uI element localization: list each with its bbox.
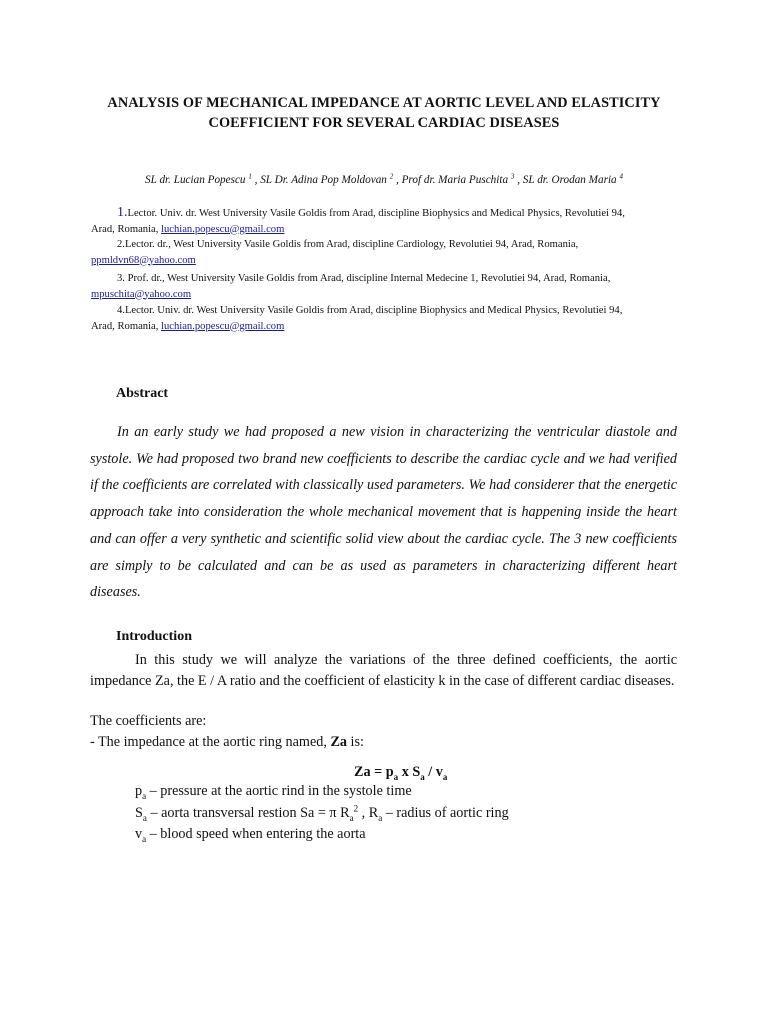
- author-2: SL Dr. Adina Pop Moldovan: [260, 174, 387, 186]
- def-text: , R: [358, 805, 379, 821]
- affiliation-text: Lector. Univ. dr. West University Vasile Goldis from Arad, discipline Biophysics and Medical Physics, Revolutiei 94,: [124, 305, 623, 316]
- email-link[interactable]: mpuschita@yahoo.com: [91, 288, 192, 300]
- author-sep: ,: [514, 174, 523, 186]
- def-symbol: p: [135, 783, 143, 799]
- formula-part: x S: [398, 764, 421, 780]
- def-sub: a: [378, 812, 383, 823]
- def-sub: a: [142, 790, 147, 801]
- impedance-line: [90, 732, 364, 753]
- def-symbol: S: [135, 805, 143, 821]
- introduction-heading: Introduction: [116, 629, 192, 644]
- affiliation-number: 3.: [117, 273, 125, 284]
- author-1-affil: 1: [248, 172, 252, 181]
- definition-pressure: [135, 781, 412, 802]
- formula-sub: a: [442, 771, 448, 782]
- affiliation-text: Prof. dr., West University Vasile Goldis from Arad, discipline Internal Medecine 1, Revolutiei 94, Arad, Romania,: [124, 273, 611, 284]
- author-3: Prof dr. Maria Puschita: [401, 174, 509, 186]
- def-sub: a: [349, 812, 354, 823]
- author-4-affil: 4: [619, 172, 623, 181]
- coefficients-line: The coefficients are:: [90, 713, 207, 729]
- email-link[interactable]: luchian.popescu@gmail.com: [161, 320, 285, 332]
- author-2-affil: 2: [389, 172, 394, 181]
- definition-section: [135, 803, 509, 824]
- email-link[interactable]: luchian.popescu@gmail.com: [161, 223, 285, 235]
- def-symbol: v: [135, 826, 143, 842]
- author-sep: ,: [393, 174, 402, 186]
- author-1: SL dr. Lucian Popescu: [145, 174, 246, 186]
- abstract-heading: Abstract: [116, 386, 169, 401]
- def-text: – aorta transversal restion Sa = π R: [146, 805, 350, 821]
- affiliation-text: Lector. dr., West University Vasile Goldis from Arad, discipline Cardiology, Revolutiei 94, Arad, Romania,: [124, 239, 579, 250]
- email-link[interactable]: ppmldvn68@yahoo.com: [91, 254, 196, 266]
- paper-title: [60, 93, 708, 133]
- impedance-prefix: - The impedance at the aortic ring named,: [90, 734, 331, 750]
- def-text: – blood speed when entering the aorta: [146, 826, 366, 842]
- affiliation-cont: Arad, Romania,: [91, 223, 162, 235]
- affiliation-cont: Arad, Romania,: [91, 320, 162, 332]
- affiliation-number: 1.: [117, 205, 128, 220]
- affiliation-1: [91, 205, 681, 237]
- introduction-paragraph: In this study we will analyze the variations of the three defined coefficients, the aortic impedance Za, the E / A ratio and the coefficient of elasticity k in the case of different cardiac diseases.: [90, 652, 677, 690]
- formula-sub: a: [393, 771, 399, 782]
- affiliation-number: 4.: [117, 305, 125, 316]
- title-line-1: ANALYSIS OF MECHANICAL IMPEDANCE AT AORTIC LEVEL AND ELASTICITY: [107, 95, 661, 111]
- affiliation-3: [91, 271, 681, 302]
- author-list: [60, 172, 708, 188]
- def-sup: 2: [353, 803, 359, 814]
- impedance-formula: [354, 762, 447, 783]
- impedance-suffix: is:: [347, 734, 364, 750]
- affiliation-2: [91, 237, 681, 268]
- impedance-name: Za: [330, 734, 347, 750]
- def-sub: a: [142, 833, 147, 844]
- definition-speed: [135, 824, 366, 845]
- formula-part: / v: [424, 764, 443, 780]
- def-sub: a: [142, 812, 147, 823]
- author-sep: ,: [251, 174, 261, 186]
- formula-part: Za = p: [354, 764, 394, 780]
- def-text: – radius of aortic ring: [382, 805, 509, 821]
- author-3-affil: 3: [510, 172, 515, 181]
- author-4: SL dr. Orodan Maria: [522, 174, 617, 186]
- abstract-text: In an early study we had proposed a new vision in characterizing the ventricular diastole and systole. We had proposed two brand new coefficients to describe the cardiac cycle and we had verified if the coefficients are correlated with classically used parameters. We had considerer that the energetic approach take into consideration the whole mechanical movement that is happening inside the heart and can offer a very synthetic and scientific solid view about the cardiac cycle. The 3 new coefficients are simply to be calculated and can be as used as parameters in characterizing different heart diseases.: [90, 424, 677, 601]
- title-line-2: COEFFICIENT FOR SEVERAL CARDIAC DISEASES: [208, 115, 560, 131]
- formula-sub: a: [420, 771, 425, 782]
- affiliation-4: [91, 303, 681, 334]
- affiliation-text: Lector. Univ. dr. West University Vasile Goldis from Arad, discipline Biophysics and Medical Physics, Revolutiei 94,: [127, 208, 625, 219]
- affiliation-number: 2.: [117, 239, 125, 250]
- def-text: – pressure at the aortic rind in the systole time: [146, 783, 412, 799]
